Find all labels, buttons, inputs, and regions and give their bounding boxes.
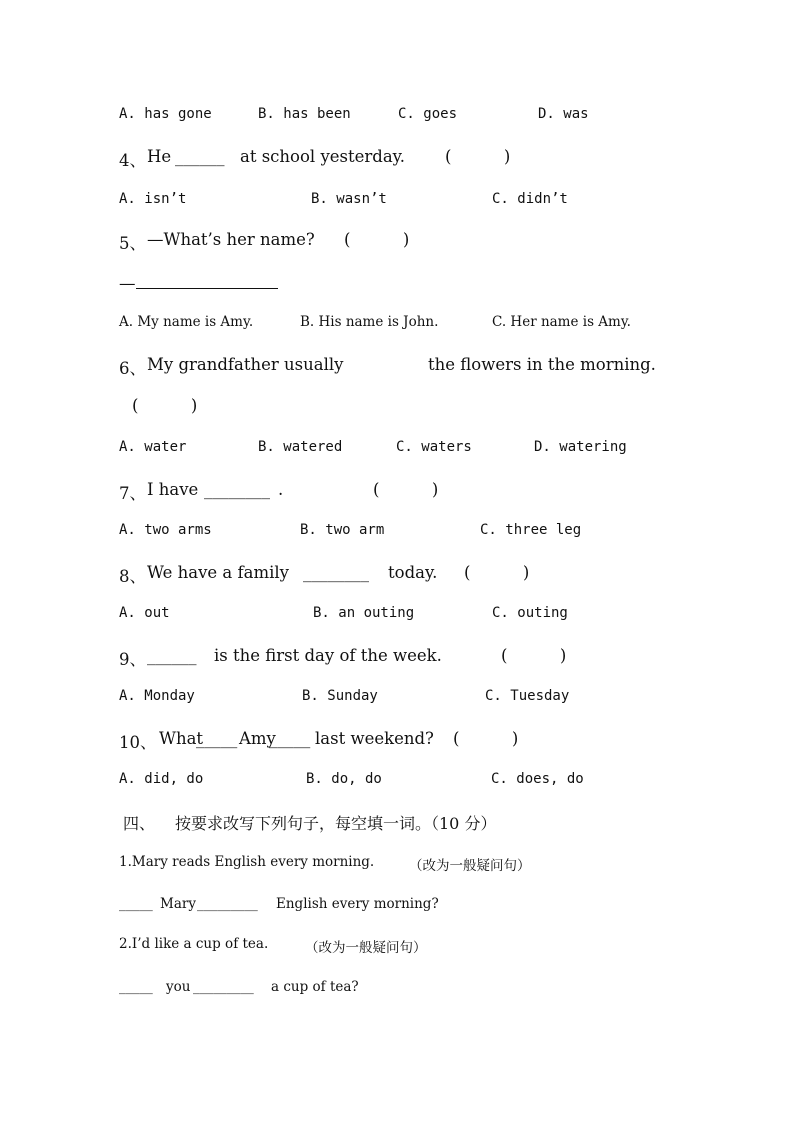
q10-text-b: Amy <box>239 729 276 748</box>
q4-option-a[interactable]: A. isn’t <box>119 191 187 207</box>
q4-answer-paren[interactable]: ( ) <box>445 147 511 166</box>
q8-blank[interactable]: ________ <box>303 563 369 582</box>
section4-number: 四、 <box>123 814 156 833</box>
q8-number: 8、 <box>119 567 146 586</box>
q3-option-b[interactable]: B. has been <box>258 106 351 122</box>
section4-item-1 <box>0 854 531 902</box>
q5-option-a[interactable]: A. My name is Amy. <box>119 314 254 330</box>
q8-text-before: We have a family <box>147 563 289 582</box>
q6-answer-paren[interactable]: ( ) <box>132 396 198 415</box>
q6-text-after: the flowers in the morning. <box>428 355 656 374</box>
q4-option-b[interactable]: B. wasn’t <box>311 191 387 207</box>
q7-text-before: I have <box>147 480 199 499</box>
q10-number: 10、 <box>119 733 157 752</box>
q10-blank-1[interactable]: _____ <box>196 729 238 748</box>
section4-item-2-instruction: （改为一般疑问句） <box>305 940 427 956</box>
q3-option-d[interactable]: D. was <box>538 106 589 122</box>
q7-option-b[interactable]: B. two arm <box>300 522 385 538</box>
q5-answer-underline[interactable] <box>136 288 278 289</box>
q5-number: 5、 <box>119 234 146 253</box>
q3-option-a[interactable]: A. has gone <box>119 106 212 122</box>
q10-blank-2[interactable]: _____ <box>269 729 311 748</box>
section4-item-2-blank-1[interactable]: _____ <box>119 979 153 995</box>
q9-option-c[interactable]: C. Tuesday <box>485 688 570 704</box>
q7-blank[interactable]: ________ <box>204 480 270 499</box>
q5-option-b[interactable]: B. His name is John. <box>300 314 439 330</box>
q7-text-after: . <box>278 480 284 499</box>
q10-option-b[interactable]: B. do, do <box>306 771 382 787</box>
q6-option-c[interactable]: C. waters <box>396 439 472 455</box>
q3-option-c[interactable]: C. goes <box>398 106 458 122</box>
q8-text-after: today. <box>388 563 438 582</box>
section4-item-2-answer <box>0 979 359 1059</box>
section4-item-2 <box>0 936 427 984</box>
q5-text: —What’s her name? <box>147 230 315 249</box>
q10-text-a: What <box>159 729 204 748</box>
q7-option-a[interactable]: A. two arms <box>119 522 212 538</box>
q6-number: 6、 <box>119 359 146 378</box>
section4-item-1-blank-1[interactable]: _____ <box>119 896 153 912</box>
q5-option-c[interactable]: C. Her name is Amy. <box>492 314 631 330</box>
q8-option-b[interactable]: B. an outing <box>313 605 415 621</box>
q6-option-d[interactable]: D. watering <box>534 439 627 455</box>
q9-option-a[interactable]: A. Monday <box>119 688 195 704</box>
q7-number: 7、 <box>119 484 146 503</box>
section4-item-1-blank-2[interactable]: _________ <box>197 896 258 912</box>
q4-text-after: at school yesterday. <box>240 147 406 166</box>
q6-paren-line <box>0 396 198 434</box>
section4-item-2-word: you <box>166 979 191 995</box>
section4-item-2-blank-2[interactable]: _________ <box>193 979 254 995</box>
section4-item-2-rest: a cup of tea? <box>271 979 359 995</box>
q9-text-after: is the first day of the week. <box>214 646 442 665</box>
q10-answer-paren[interactable]: ( ) <box>453 729 519 748</box>
q4-blank[interactable]: ______ <box>175 147 225 166</box>
section4-item-1-word: Mary <box>160 896 196 912</box>
section4-item-2-prompt: 2.I’d like a cup of tea. <box>119 936 269 952</box>
q8-option-a[interactable]: A. out <box>119 605 170 621</box>
q9-option-b[interactable]: B. Sunday <box>302 688 378 704</box>
q5-answer-paren[interactable]: ( ) <box>344 230 410 249</box>
q8-answer-paren[interactable]: ( ) <box>464 563 530 582</box>
q7-answer-paren[interactable]: ( ) <box>373 480 439 499</box>
q10-option-c[interactable]: C. does, do <box>491 771 584 787</box>
q7-option-c[interactable]: C. three leg <box>480 522 582 538</box>
q4-option-c[interactable]: C. didn’t <box>492 191 568 207</box>
q9-number: 9、 <box>119 650 146 669</box>
q4-text-before: He <box>147 147 172 166</box>
q6-text-before: My grandfather usually <box>147 355 344 374</box>
section4-title: 按要求改写下列句子，每空填一词。（10 分） <box>175 814 497 833</box>
section4-item-1-rest: English every morning? <box>276 896 439 912</box>
q9-blank[interactable]: ______ <box>147 646 197 665</box>
section4-item-1-prompt: 1.Mary reads English every morning. <box>119 854 375 870</box>
q8-option-c[interactable]: C. outing <box>492 605 568 621</box>
q4-number: 4、 <box>119 151 146 170</box>
q9-answer-paren[interactable]: ( ) <box>501 646 567 665</box>
q5-dash: — <box>119 274 136 293</box>
q10-text-c: last weekend? <box>315 729 434 748</box>
section4-item-1-instruction: （改为一般疑问句） <box>409 858 531 874</box>
q6-option-b[interactable]: B. watered <box>258 439 343 455</box>
q10-option-a[interactable]: A. did, do <box>119 771 204 787</box>
q6-option-a[interactable]: A. water <box>119 439 187 455</box>
